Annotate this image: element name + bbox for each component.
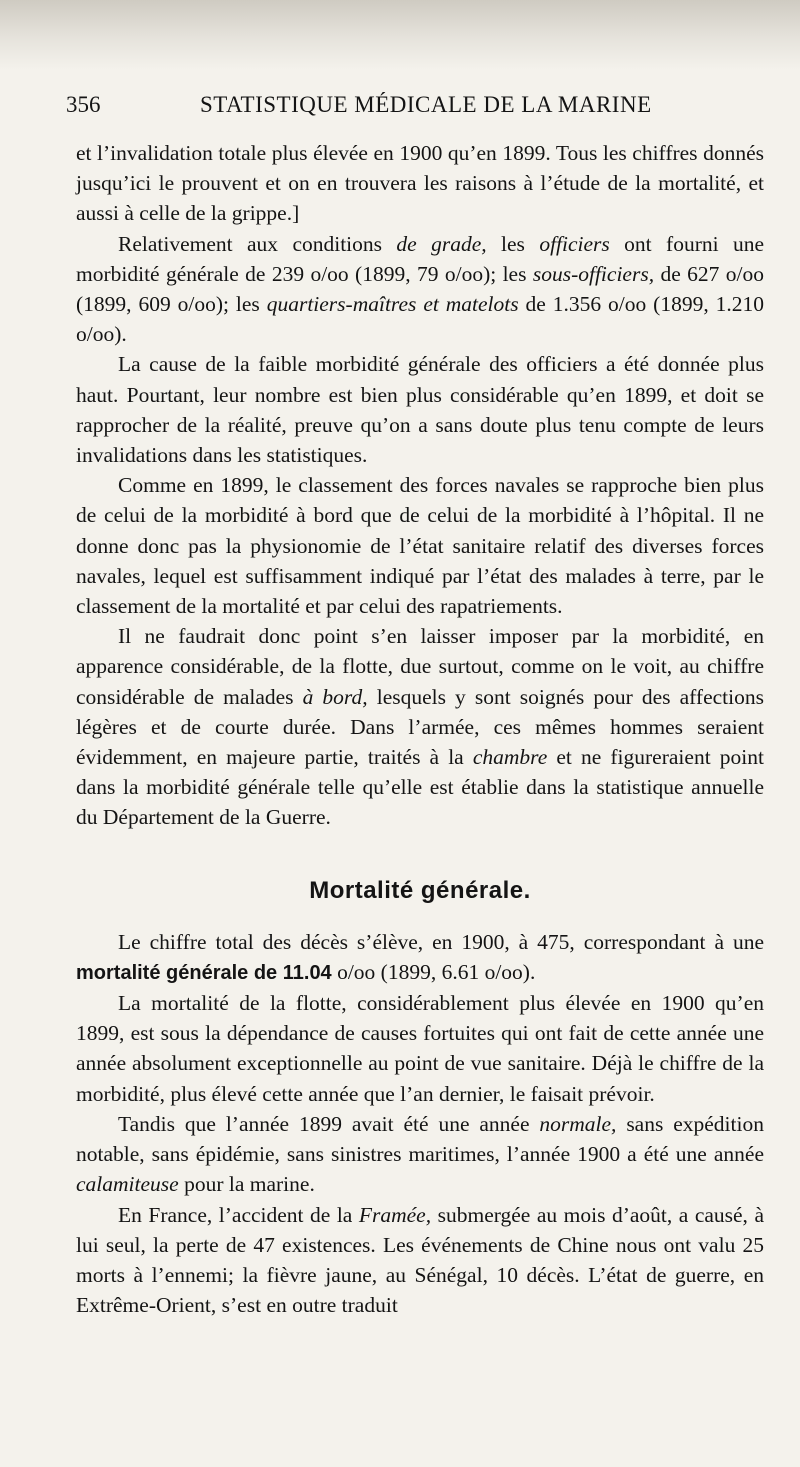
text-run: o/oo (1899, 6.61 o/oo). — [331, 959, 536, 984]
text-run: Il ne faudrait donc point s’en laisser imposer par la morbidité, en apparence considérable, de la flotte, due surtout, comme on le voit, au chiffre considérable de malades — [76, 624, 764, 709]
text-run: sans expédition notable, sans épidémie, sans sinistres maritimes, l’année 1900 a été une année — [76, 1111, 764, 1167]
bold-run: mortalité générale de 11.04 — [76, 961, 332, 984]
text-block — [76, 138, 764, 1320]
italic-run: officiers — [539, 231, 610, 256]
paragraph — [76, 621, 764, 832]
running-title: STATISTIQUE MÉDICALE DE LA MARINE — [200, 92, 652, 117]
running-head — [66, 92, 766, 124]
scan-shadow — [0, 0, 800, 70]
paragraph: et l’invalidation totale plus élevée en 1900 qu’en 1899. Tous les chiffres donnés jusqu’ici le prouvent et on en trouvera les raisons à l’étude de la mortalité, et aussi à celle de la grippe.] — [76, 141, 764, 226]
paragraph — [76, 1200, 764, 1321]
text-run: de 627 o/oo (1899, 609 o/oo); les — [76, 261, 764, 317]
text-run: ont fourni une morbidité générale de 239 o/oo (1899, 79 o/oo); les — [76, 231, 765, 286]
text-run: et ne figureraient point dans la morbidité générale telle qu’elle est établie dans la statistique annuelle du Département de la Guerre. — [76, 745, 764, 830]
paragraph: La mortalité de la flotte, considérablement plus élevée en 1900 qu’en 1899, est sous la dépendance de causes fortuites qui ont fait de cette année une année absolument exceptionnelle au point de vue sanitaire. Déjà le chiffre de la morbidité, plus élevé cette année que l’an dernier, le faisait prévoir. — [76, 991, 764, 1106]
text-run: submergée au mois d’août, a causé, à lui seul, la perte de 47 existences. Les événements de Chine nous ont valu 25 morts à l’ennemi; la fièvre jaune, au Sénégal, 10 décès. L’état de guerre, en Extrême-Orient, s’est en outre traduit — [76, 1202, 764, 1318]
page-number: 356 — [66, 92, 101, 117]
text-run: En France, l’accident de la — [118, 1202, 359, 1227]
text-run: de 1.356 o/oo (1899, 1.210 o/oo). — [76, 292, 765, 347]
paragraph — [76, 927, 764, 988]
text-run: Le chiffre total des décès s’élève, en 1900, à 475, correspondant à une — [118, 929, 764, 954]
text-run: les — [486, 231, 540, 256]
italic-run: normale, — [539, 1111, 617, 1136]
italic-run: sous-officiers, — [532, 261, 655, 286]
italic-run: de grade, — [396, 231, 487, 256]
paragraph — [76, 1109, 764, 1200]
text-run: pour la marine. — [178, 1172, 315, 1197]
italic-run: quartiers-maîtres et matelots — [266, 292, 519, 317]
italic-run: chambre — [472, 745, 548, 770]
paragraph: Comme en 1899, le classement des forces navales se rapproche bien plus de celui de la morbidité à bord que de celui de la morbidité à l’hôpital. Il ne donne donc pas la physionomie de l’état sanitaire relatif des diverses forces navales, lequel est suffisamment indiqué par l’état des malades à terre, par le classement de la mortalité et par celui des rapatriements. — [76, 473, 764, 619]
italic-run: à bord, — [302, 684, 368, 709]
text-run: Tandis que l’année 1899 avait été une année — [118, 1111, 540, 1136]
text-run: lesquels y sont soignés pour des affections légères et de courte durée. Dans l’armée, ces mêmes hommes seraient évidemment, en majeure partie, traités à la — [76, 684, 764, 770]
italic-run: Framée, — [358, 1202, 432, 1227]
paragraph: La cause de la faible morbidité générale des officiers a été donnée plus haut. Pourtant, leur nombre est bien plus considérable qu’en 1899, et doit se rapprocher de la réalité, preuve qu’on a sans doute plus tenu compte de leurs invalidations dans les statistiques. — [76, 352, 764, 468]
section-heading: Mortalité générale. — [309, 876, 531, 904]
text-run: Relativement aux conditions — [118, 231, 397, 256]
italic-run: calamiteuse — [76, 1172, 179, 1197]
paragraph — [76, 229, 764, 350]
